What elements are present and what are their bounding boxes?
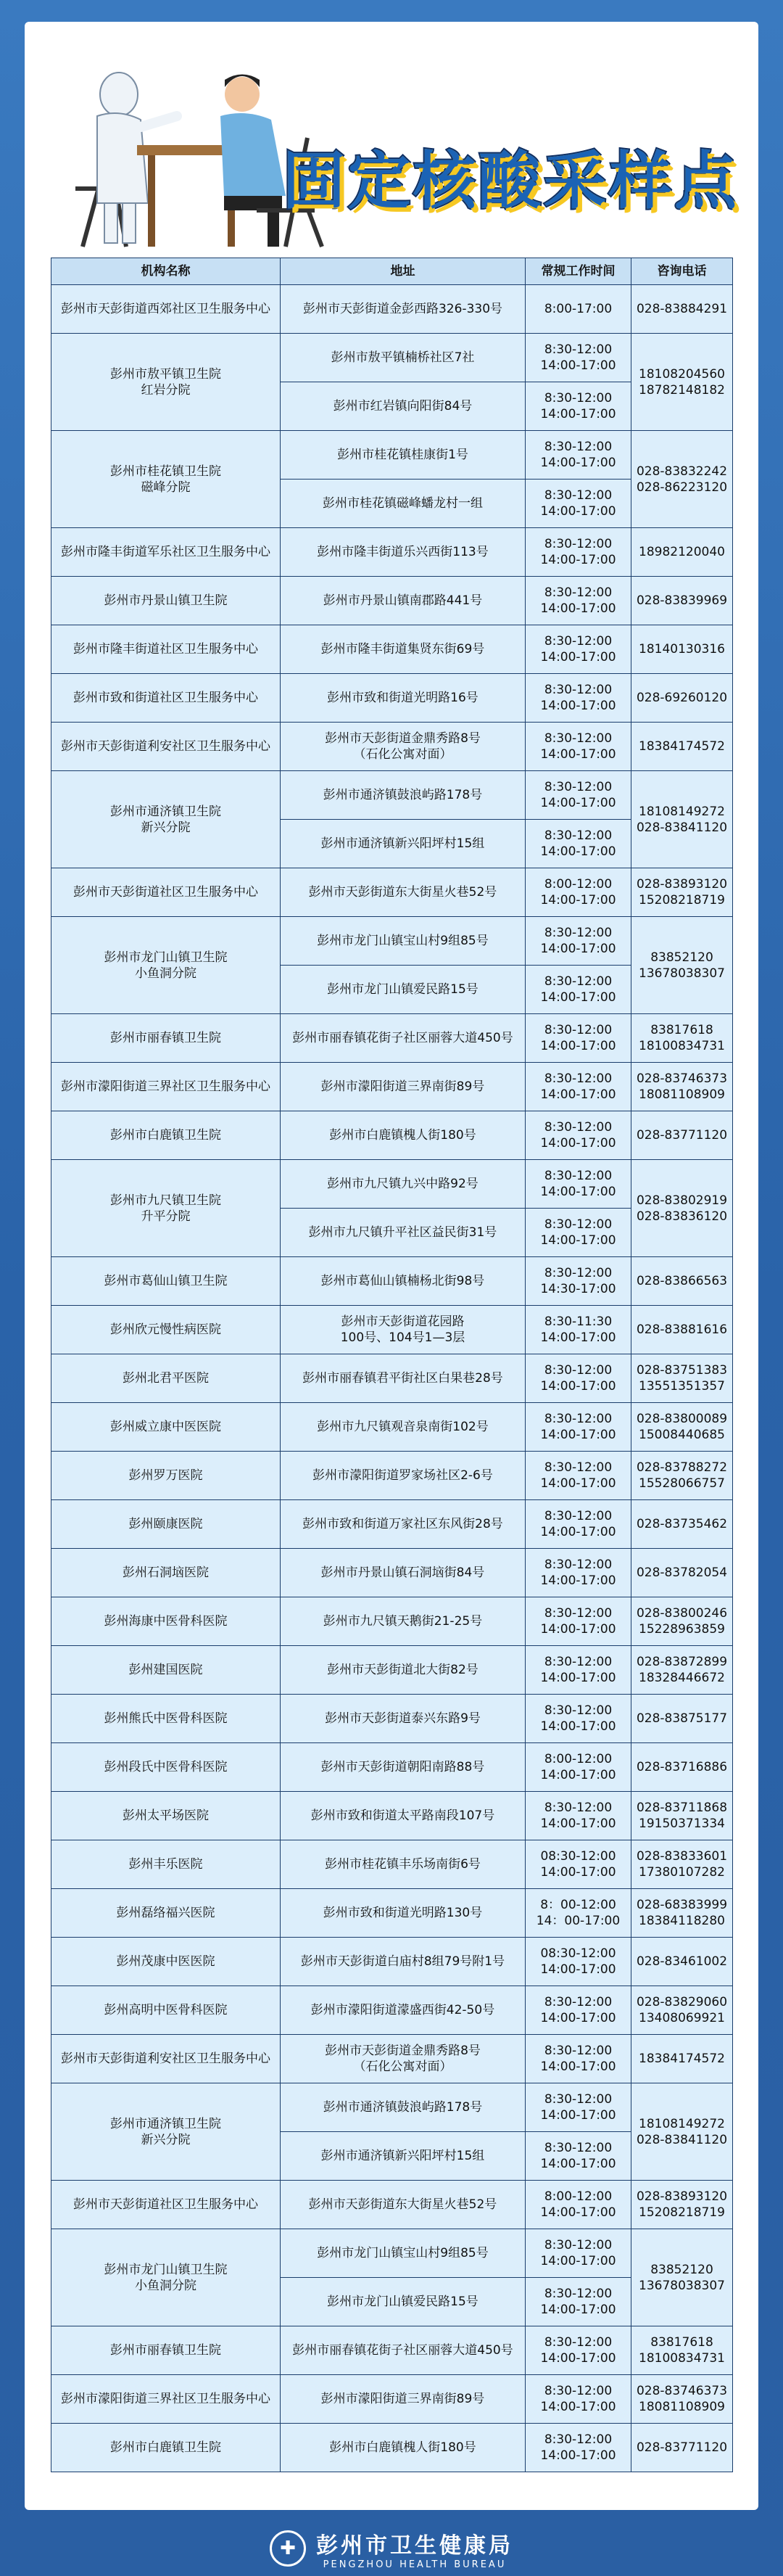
health-bureau-logo-icon: ✚	[270, 2530, 306, 2567]
institution-cell: 彭州市白鹿镇卫生院	[51, 1111, 281, 1160]
institution-cell: 彭州市天彭街道西郊社区卫生服务中心	[51, 285, 281, 334]
address-cell: 彭州市天彭街道东大街星火巷52号	[281, 868, 526, 917]
address-cell: 彭州市天彭街道北大街82号	[281, 1646, 526, 1695]
hours-cell: 8:30-12:00 14:00-17:00	[526, 1014, 631, 1063]
hours-cell: 8:30-12:00 14:00-17:00	[526, 674, 631, 723]
phone-cell: 028-83461002	[631, 1938, 733, 1986]
hours-cell: 8:30-12:00 14:00-17:00	[526, 1354, 631, 1403]
table-row	[51, 1840, 733, 1889]
hours-cell: 8:30-12:00 14:00-17:00	[526, 1549, 631, 1597]
hours-cell: 8:30-12:00 14:00-17:00	[526, 577, 631, 625]
footer	[0, 2521, 783, 2576]
table-row	[51, 2035, 733, 2083]
page-title: 固定核酸采样点	[283, 145, 740, 218]
institution-cell: 彭州市龙门山镇卫生院 小鱼洞分院	[51, 2229, 281, 2326]
table-row	[51, 1500, 733, 1549]
hours-cell: 08:30-12:00 14:00-17:00	[526, 1938, 631, 1986]
table-row	[51, 1695, 733, 1743]
phone-cell: 028-83893120 15208218719	[631, 868, 733, 917]
address-cell: 彭州市龙门山镇宝山村9组85号	[281, 917, 526, 966]
phone-cell: 028-68383999 18384118280	[631, 1889, 733, 1938]
address-cell: 彭州市通济镇鼓浪屿路178号	[281, 771, 526, 820]
hours-cell: 8:30-12:00 14:00-17:00	[526, 2278, 631, 2326]
institution-cell: 彭州太平场医院	[51, 1792, 281, 1840]
table-row	[51, 868, 733, 917]
table-row	[51, 1354, 733, 1403]
phone-cell: 028-83875177	[631, 1695, 733, 1743]
address-cell: 彭州市濛阳街道三界南街89号	[281, 1063, 526, 1111]
institution-cell: 彭州市濛阳街道三界社区卫生服务中心	[51, 1063, 281, 1111]
institution-cell: 彭州市桂花镇卫生院 磁峰分院	[51, 431, 281, 528]
table-row	[51, 1452, 733, 1500]
table-row	[51, 1889, 733, 1938]
address-cell: 彭州市桂花镇丰乐场南街6号	[281, 1840, 526, 1889]
address-cell: 彭州市丹景山镇南郡路441号	[281, 577, 526, 625]
table-row	[51, 528, 733, 577]
phone-cell: 028-83800246 15228963859	[631, 1597, 733, 1646]
table-row	[51, 1111, 733, 1160]
address-cell: 彭州市隆丰街道乐兴西街113号	[281, 528, 526, 577]
phone-cell: 028-83771120	[631, 2424, 733, 2472]
phone-cell: 028-69260120	[631, 674, 733, 723]
institution-cell: 彭州海康中医骨科医院	[51, 1597, 281, 1646]
table-row	[51, 674, 733, 723]
institution-cell: 彭州高明中医骨科医院	[51, 1986, 281, 2035]
address-cell: 彭州市濛阳街道三界南街89号	[281, 2375, 526, 2424]
table-row	[51, 334, 733, 382]
table-row	[51, 2375, 733, 2424]
institution-cell: 彭州市丹景山镇卫生院	[51, 577, 281, 625]
address-cell: 彭州市桂花镇磁峰蟠龙村一组	[281, 480, 526, 528]
phone-cell: 028-83802919 028-83836120	[631, 1160, 733, 1257]
address-cell: 彭州市丽春镇君平街社区白果巷28号	[281, 1354, 526, 1403]
phone-cell: 83817618 18100834731	[631, 1014, 733, 1063]
header-hours: 常规工作时间	[526, 258, 631, 285]
address-cell: 彭州市葛仙山镇楠杨北街98号	[281, 1257, 526, 1306]
hours-cell: 8:30-12:00 14:00-17:00	[526, 820, 631, 868]
institution-cell: 彭州段氏中医骨科医院	[51, 1743, 281, 1792]
hours-cell: 8:30-12:00 14:00-17:00	[526, 1646, 631, 1695]
address-cell: 彭州市丽春镇花街子社区丽蓉大道450号	[281, 2326, 526, 2375]
phone-cell: 028-83832242 028-86223120	[631, 431, 733, 528]
institution-cell: 彭州石洞垴医院	[51, 1549, 281, 1597]
institution-cell: 彭州市龙门山镇卫生院 小鱼洞分院	[51, 917, 281, 1014]
hours-cell: 8：00-12:00 14：00-17:00	[526, 1889, 631, 1938]
address-cell: 彭州市龙门山镇宝山村9组85号	[281, 2229, 526, 2278]
hours-cell: 8:30-12:00 14:00-17:00	[526, 528, 631, 577]
table-row	[51, 723, 733, 771]
institution-cell: 彭州欣元慢性病医院	[51, 1306, 281, 1354]
header-phone: 咨询电话	[631, 258, 733, 285]
table-row	[51, 625, 733, 674]
hours-cell: 8:30-12:00 14:00-17:00	[526, 1597, 631, 1646]
address-cell: 彭州市天彭街道花园路 100号、104号1—3层	[281, 1306, 526, 1354]
hours-cell: 8:30-12:00 14:00-17:00	[526, 1063, 631, 1111]
address-cell: 彭州市丹景山镇石洞垴街84号	[281, 1549, 526, 1597]
header-address: 地址	[281, 258, 526, 285]
hours-cell: 08:30-12:00 14:00-17:00	[526, 1840, 631, 1889]
address-cell: 彭州市九尺镇观音泉南街102号	[281, 1403, 526, 1452]
institution-cell: 彭州北君平医院	[51, 1354, 281, 1403]
phone-cell: 028-83782054	[631, 1549, 733, 1597]
hours-cell: 8:30-12:00 14:00-17:00	[526, 334, 631, 382]
table-header-row	[51, 258, 733, 285]
institution-cell: 彭州市丽春镇卫生院	[51, 1014, 281, 1063]
phone-cell: 028-83884291	[631, 285, 733, 334]
hours-cell: 8:30-12:00 14:00-17:00	[526, 2035, 631, 2083]
hours-cell: 8:30-12:00 14:00-17:00	[526, 1695, 631, 1743]
hours-cell: 8:30-12:00 14:00-17:00	[526, 431, 631, 480]
institution-cell: 彭州丰乐医院	[51, 1840, 281, 1889]
table-row	[51, 917, 733, 966]
phone-cell: 83817618 18100834731	[631, 2326, 733, 2375]
phone-cell: 028-83716886	[631, 1743, 733, 1792]
address-cell: 彭州市天彭街道金彭西路326-330号	[281, 285, 526, 334]
hours-cell: 8:30-12:00 14:00-17:00	[526, 2229, 631, 2278]
address-cell: 彭州市龙门山镇爱民路15号	[281, 2278, 526, 2326]
address-cell: 彭州市致和街道太平路南段107号	[281, 1792, 526, 1840]
phone-cell: 028-83872899 18328446672	[631, 1646, 733, 1695]
address-cell: 彭州市白鹿镇槐人街180号	[281, 2424, 526, 2472]
phone-cell: 028-83866563	[631, 1257, 733, 1306]
footer-org-name-en: PENGZHOU HEALTH BUREAU	[323, 2559, 507, 2570]
hours-cell: 8:30-12:00 14:00-17:00	[526, 1209, 631, 1257]
hours-cell: 8:30-12:00 14:00-17:00	[526, 1403, 631, 1452]
institution-cell: 彭州威立康中医医院	[51, 1403, 281, 1452]
hours-cell: 8:30-12:00 14:00-17:00	[526, 2083, 631, 2132]
institution-cell: 彭州市葛仙山镇卫生院	[51, 1257, 281, 1306]
hours-cell: 8:30-12:00 14:00-17:00	[526, 1500, 631, 1549]
institution-cell: 彭州市通济镇卫生院 新兴分院	[51, 2083, 281, 2181]
address-cell: 彭州市天彭街道金鼎秀路8号 （石化公寓对面）	[281, 723, 526, 771]
institution-cell: 彭州市致和街道社区卫生服务中心	[51, 674, 281, 723]
address-cell: 彭州市致和街道光明路130号	[281, 1889, 526, 1938]
phone-cell: 028-83833601 17380107282	[631, 1840, 733, 1889]
hours-cell: 8:30-12:00 14:00-17:00	[526, 2326, 631, 2375]
table-row	[51, 1792, 733, 1840]
institution-cell: 彭州市白鹿镇卫生院	[51, 2424, 281, 2472]
institution-cell: 彭州市天彭街道社区卫生服务中心	[51, 868, 281, 917]
hours-cell: 8:00-12:00 14:00-17:00	[526, 2181, 631, 2229]
address-cell: 彭州市致和街道万家社区东风街28号	[281, 1500, 526, 1549]
address-cell: 彭州市天彭街道朝阳南路88号	[281, 1743, 526, 1792]
address-cell: 彭州市白鹿镇槐人街180号	[281, 1111, 526, 1160]
institution-cell: 彭州市天彭街道社区卫生服务中心	[51, 2181, 281, 2229]
address-cell: 彭州市通济镇新兴阳坪村15组	[281, 820, 526, 868]
address-cell: 彭州市红岩镇向阳街84号	[281, 382, 526, 431]
address-cell: 彭州市敖平镇楠桥社区7社	[281, 334, 526, 382]
table-row	[51, 771, 733, 820]
hours-cell: 8:30-12:00 14:00-17:00	[526, 1111, 631, 1160]
footer-org-name: 彭州市卫生健康局	[316, 2532, 513, 2559]
table-row	[51, 1986, 733, 2035]
hours-cell: 8:30-12:00 14:00-17:00	[526, 2132, 631, 2181]
hours-cell: 8:30-12:00 14:00-17:00	[526, 1452, 631, 1500]
table-row	[51, 1938, 733, 1986]
address-cell: 彭州市桂花镇桂康街1号	[281, 431, 526, 480]
table-row	[51, 431, 733, 480]
institution-cell: 彭州市濛阳街道三界社区卫生服务中心	[51, 2375, 281, 2424]
table-row	[51, 1160, 733, 1209]
institution-cell: 彭州罗万医院	[51, 1452, 281, 1500]
table-row	[51, 2181, 733, 2229]
address-cell: 彭州市濛阳街道濛盛西街42-50号	[281, 1986, 526, 2035]
table-row	[51, 577, 733, 625]
institution-cell: 彭州颐康医院	[51, 1500, 281, 1549]
table-row	[51, 285, 733, 334]
institution-cell: 彭州市九尺镇卫生院 升平分院	[51, 1160, 281, 1257]
address-cell: 彭州市通济镇新兴阳坪村15组	[281, 2132, 526, 2181]
table-row	[51, 2326, 733, 2375]
address-cell: 彭州市隆丰街道集贤东街69号	[281, 625, 526, 674]
hours-cell: 8:30-11:30 14:00-17:00	[526, 1306, 631, 1354]
institution-cell: 彭州市通济镇卫生院 新兴分院	[51, 771, 281, 868]
institution-cell: 彭州市敖平镇卫生院 红岩分院	[51, 334, 281, 431]
hours-cell: 8:30-12:00 14:00-17:00	[526, 723, 631, 771]
phone-cell: 028-83746373 18081108909	[631, 1063, 733, 1111]
address-cell: 彭州市龙门山镇爱民路15号	[281, 966, 526, 1014]
address-cell: 彭州市致和街道光明路16号	[281, 674, 526, 723]
hours-cell: 8:30-12:00 14:00-17:00	[526, 917, 631, 966]
phone-cell: 83852120 13678038307	[631, 917, 733, 1014]
phone-cell: 028-83735462	[631, 1500, 733, 1549]
hours-cell: 8:00-12:00 14:00-17:00	[526, 1743, 631, 1792]
address-cell: 彭州市天彭街道泰兴东路9号	[281, 1695, 526, 1743]
phone-cell: 18108204560 18782148182	[631, 334, 733, 431]
phone-cell: 028-83839969	[631, 577, 733, 625]
institution-cell: 彭州建国医院	[51, 1646, 281, 1695]
address-cell: 彭州市通济镇鼓浪屿路178号	[281, 2083, 526, 2132]
table-row	[51, 1597, 733, 1646]
phone-cell: 028-83893120 15208218719	[631, 2181, 733, 2229]
hours-cell: 8:30-12:00 14:00-17:00	[526, 1986, 631, 2035]
phone-cell: 18384174572	[631, 723, 733, 771]
hours-cell: 8:30-12:00 14:30-17:00	[526, 1257, 631, 1306]
table-row	[51, 1403, 733, 1452]
phone-cell: 028-83881616	[631, 1306, 733, 1354]
address-cell: 彭州市丽春镇花街子社区丽蓉大道450号	[281, 1014, 526, 1063]
phone-cell: 028-83746373 18081108909	[631, 2375, 733, 2424]
institution-cell: 彭州磊络福兴医院	[51, 1889, 281, 1938]
institution-cell: 彭州市隆丰街道社区卫生服务中心	[51, 625, 281, 674]
table-row	[51, 1014, 733, 1063]
phone-cell: 18982120040	[631, 528, 733, 577]
phone-cell: 028-83751383 13551351357	[631, 1354, 733, 1403]
address-cell: 彭州市九尺镇天鹅街21-25号	[281, 1597, 526, 1646]
hours-cell: 8:30-12:00 14:00-17:00	[526, 625, 631, 674]
table-row	[51, 2424, 733, 2472]
address-cell: 彭州市九尺镇升平社区益民街31号	[281, 1209, 526, 1257]
address-cell: 彭州市天彭街道金鼎秀路8号 （石化公寓对面）	[281, 2035, 526, 2083]
address-cell: 彭州市天彭街道白庙村8组79号附1号	[281, 1938, 526, 1986]
institution-cell: 彭州茂康中医医院	[51, 1938, 281, 1986]
institution-cell: 彭州熊氏中医骨科医院	[51, 1695, 281, 1743]
hours-cell: 8:00-17:00	[526, 285, 631, 334]
hours-cell: 8:00-12:00 14:00-17:00	[526, 868, 631, 917]
phone-cell: 18108149272 028-83841120	[631, 2083, 733, 2181]
hours-cell: 8:30-12:00 14:00-17:00	[526, 382, 631, 431]
hours-cell: 8:30-12:00 14:00-17:00	[526, 480, 631, 528]
table-row	[51, 2229, 733, 2278]
phone-cell: 028-83711868 19150371334	[631, 1792, 733, 1840]
table-row	[51, 1257, 733, 1306]
institution-cell: 彭州市丽春镇卫生院	[51, 2326, 281, 2375]
table-row	[51, 1063, 733, 1111]
phone-cell: 028-83800089 15008440685	[631, 1403, 733, 1452]
medical-staff-icon	[97, 73, 177, 243]
address-cell: 彭州市天彭街道东大街星火巷52号	[281, 2181, 526, 2229]
sampling-sites-table	[51, 258, 733, 2472]
hours-cell: 8:30-12:00 14:00-17:00	[526, 1792, 631, 1840]
phone-cell: 028-83788272 15528066757	[631, 1452, 733, 1500]
phone-cell: 18140130316	[631, 625, 733, 674]
phone-cell: 028-83829060 13408069921	[631, 1986, 733, 2035]
hours-cell: 8:30-12:00 14:00-17:00	[526, 771, 631, 820]
phone-cell: 028-83771120	[631, 1111, 733, 1160]
table-row	[51, 1549, 733, 1597]
table-row	[51, 1306, 733, 1354]
institution-cell: 彭州市天彭街道利安社区卫生服务中心	[51, 723, 281, 771]
hours-cell: 8:30-12:00 14:00-17:00	[526, 966, 631, 1014]
table-row	[51, 1646, 733, 1695]
table-body	[51, 285, 733, 2472]
header-institution: 机构名称	[51, 258, 281, 285]
address-cell: 彭州市九尺镇九兴中路92号	[281, 1160, 526, 1209]
address-cell: 彭州市濛阳街道罗家场社区2-6号	[281, 1452, 526, 1500]
hours-cell: 8:30-12:00 14:00-17:00	[526, 2375, 631, 2424]
institution-cell: 彭州市天彭街道利安社区卫生服务中心	[51, 2035, 281, 2083]
phone-cell: 18384174572	[631, 2035, 733, 2083]
table-row	[51, 2083, 733, 2132]
institution-cell: 彭州市隆丰街道军乐社区卫生服务中心	[51, 528, 281, 577]
table-row	[51, 1743, 733, 1792]
phone-cell: 83852120 13678038307	[631, 2229, 733, 2326]
hours-cell: 8:30-12:00 14:00-17:00	[526, 2424, 631, 2472]
hours-cell: 8:30-12:00 14:00-17:00	[526, 1160, 631, 1209]
phone-cell: 18108149272 028-83841120	[631, 771, 733, 868]
